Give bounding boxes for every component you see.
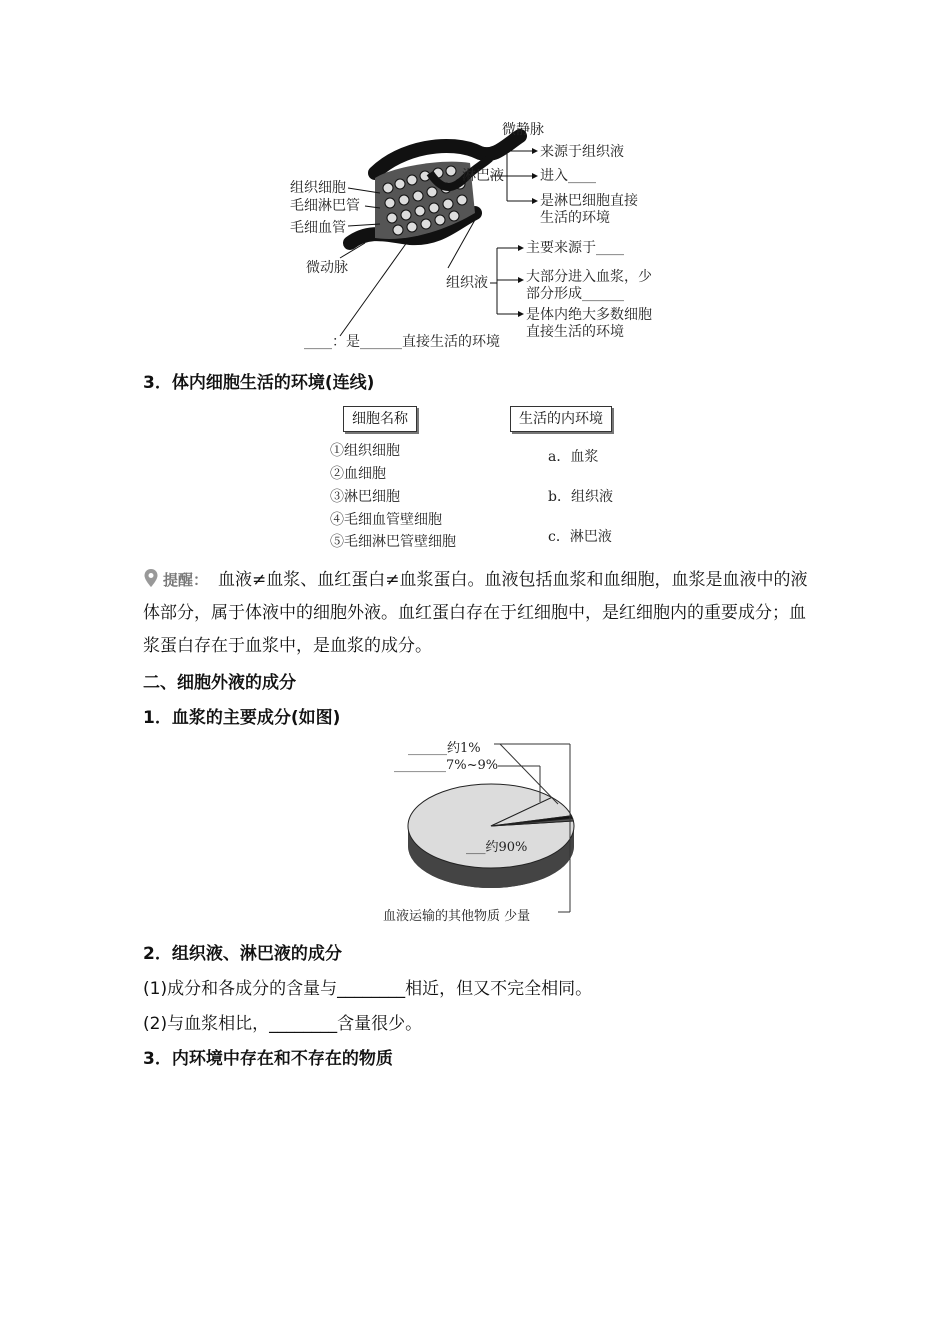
location-pin-icon [143,568,159,588]
pie-label-1pct: ______约1% [408,741,481,756]
match-right-item-a: a．血浆 [548,449,599,465]
match-right-header: 生活的内环境 [510,406,612,432]
tf-point-2: 大部分进入血浆，少 [526,269,652,285]
match-right-item-c: c．淋巴液 [548,529,612,545]
pie-label-other: 血液运输的其他物质 少量 [383,909,531,924]
lymph-point-1: 来源于组织液 [540,144,624,160]
lymph-point-4: 生活的环境 [540,210,610,226]
match-left-item-3: ③淋巴细胞 [330,489,400,505]
reminder-note [143,564,813,663]
reminder-label: 提醒： [163,571,209,589]
tissue-diagram [280,118,680,358]
lymph-point-3: 是淋巴细胞直接 [540,193,638,209]
match-left-item-1: ①组织细胞 [330,443,400,459]
tissue-lymph-heading: 2．组织液、淋巴液的成分 [143,944,342,964]
artery-label: 微动脉 [306,260,348,276]
lymph-point-2: 进入____ [540,168,596,184]
reminder-text: 血液≠血浆、血红蛋白≠血浆蛋白。血液包括血浆和血细胞，血浆是血液中的液体部分，属于体液中的细胞外液。血红蛋白存在于红细胞中，是红细胞内的重要成分；血浆蛋白存在于血浆中，是血浆的成分。 [143,570,808,656]
tf-point-1: 主要来源于____ [526,240,624,256]
match-left-item-5: ⑤毛细淋巴管壁细胞 [330,534,456,550]
section-two-title: 二、细胞外液的成分 [143,673,296,693]
component-line-2: (2)与血浆相比，________含量很少。 [143,1014,423,1034]
lymph-label: 淋巴液 [462,168,504,184]
match-left-item-4: ④毛细血管壁细胞 [330,512,442,528]
tf-point-3: 部分形成______ [526,286,624,302]
match-left-header: 细胞名称 [343,406,417,432]
section3-title: 3．体内细胞生活的环境(连线) [143,373,375,393]
tissue-fluid-label: 组织液 [446,275,488,291]
component-line-1: (1)成分和各成分的含量与________相近，但又不完全相同。 [143,979,593,999]
vein-label: 微静脉 [502,122,544,138]
match-left-item-2: ②血细胞 [330,466,386,482]
plasma-line: ____：是______直接生活的环境 [304,334,500,350]
blood-capillary-label: 毛细血管 [290,220,346,236]
pie-label-90pct: ___约90% [466,840,528,855]
tissue-cell-label: 组织细胞 [290,180,346,196]
pie-label-7-9pct: ________7%~9% [394,758,499,773]
tf-point-4: 是体内绝大多数细胞 [526,307,652,323]
plasma-components-heading: 1．血浆的主要成分(如图) [143,708,341,728]
match-right-item-b: b．组织液 [548,489,613,505]
plasma-pie-chart [380,734,600,924]
substances-heading: 3．内环境中存在和不存在的物质 [143,1049,393,1069]
tf-point-5: 直接生活的环境 [526,324,624,340]
lymph-capillary-label: 毛细淋巴管 [290,198,360,214]
